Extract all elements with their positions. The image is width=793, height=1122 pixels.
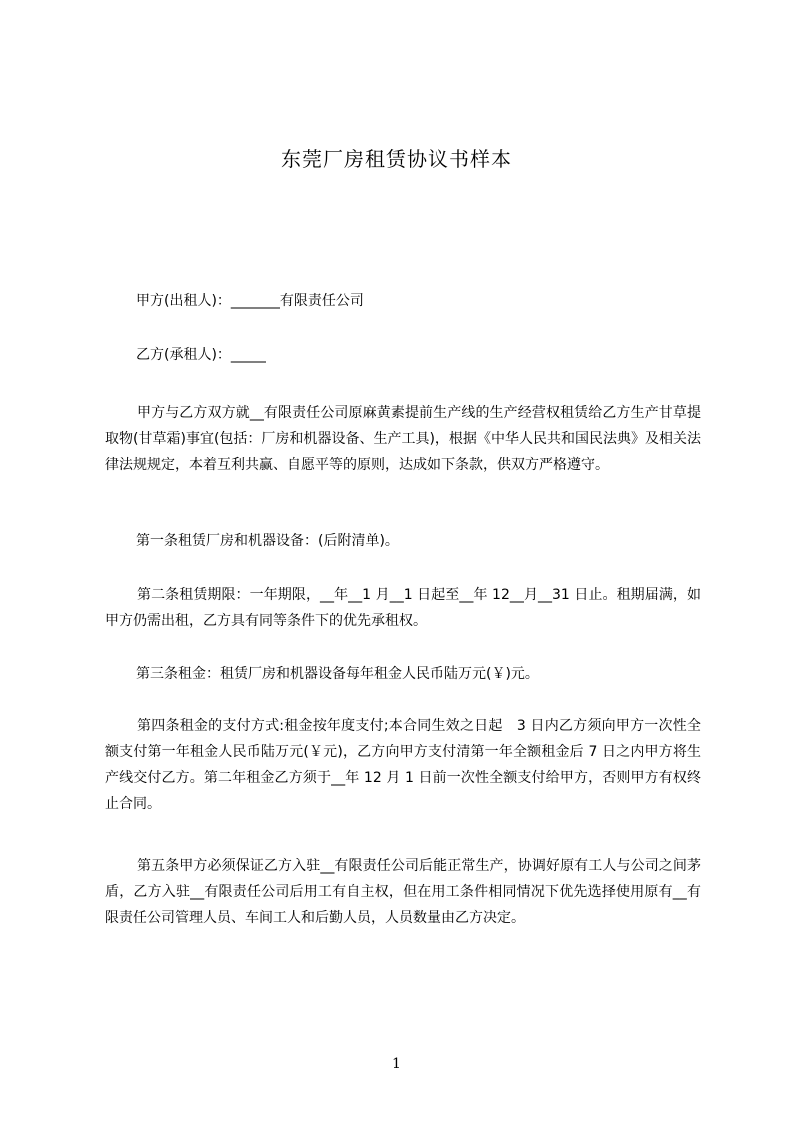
document-title: 东莞厂房租赁协议书样本: [281, 147, 512, 171]
article-3: 第三条租金：租赁厂房和机器设备每年租金人民币陆万元(￥)元。: [136, 666, 539, 682]
article-4: 第四条租金的支付方式:租金按年度支付;本合同生效之日起 3 日内乙方须向甲方一次性全额支付第一年租金人民币陆万元(￥元)，乙方向甲方支付清第一年全额租金后 7 日之内甲方将生产线交付乙方。第二年租金乙方须于__年 12 月 1 日前一次性全额支付给甲方，否则甲方有权终止合同。: [105, 718, 701, 812]
party-b-line: 乙方(承租人)：_____: [136, 347, 266, 363]
party-a-line: 甲方(出租人)：_______有限责任公司: [136, 293, 364, 309]
article-2: 第二条租赁期限：一年期限，__年__1 月__1 日起至__年 12__月__31 日止。租期届满，如甲方仍需出租，乙方具有同等条件下的优先承租权。: [105, 587, 701, 629]
article-5: 第五条甲方必须保证乙方入驻__有限责任公司后能正常生产，协调好原有工人与公司之间茅盾，乙方入驻__有限责任公司后用工有自主权，但在用工条件相同情况下优先选择使用原有__有限责任公司管理人员、车间工人和后勤人员，人员数量由乙方决定。: [105, 858, 701, 926]
page-number: 1: [392, 1056, 401, 1072]
article-1: 第一条租赁厂房和机器设备：(后附清单)。: [136, 533, 399, 549]
preamble-paragraph: 甲方与乙方双方就__有限责任公司原麻黄素提前生产线的生产经营权租赁给乙方生产甘草提取物(甘草霜)事宜(包括：厂房和机器设备、生产工具)，根据《中华人民共和国民法典》及相关法律法规规定，本着互利共赢、自愿平等的原则，达成如下条款，供双方严格遵守。: [105, 405, 701, 473]
